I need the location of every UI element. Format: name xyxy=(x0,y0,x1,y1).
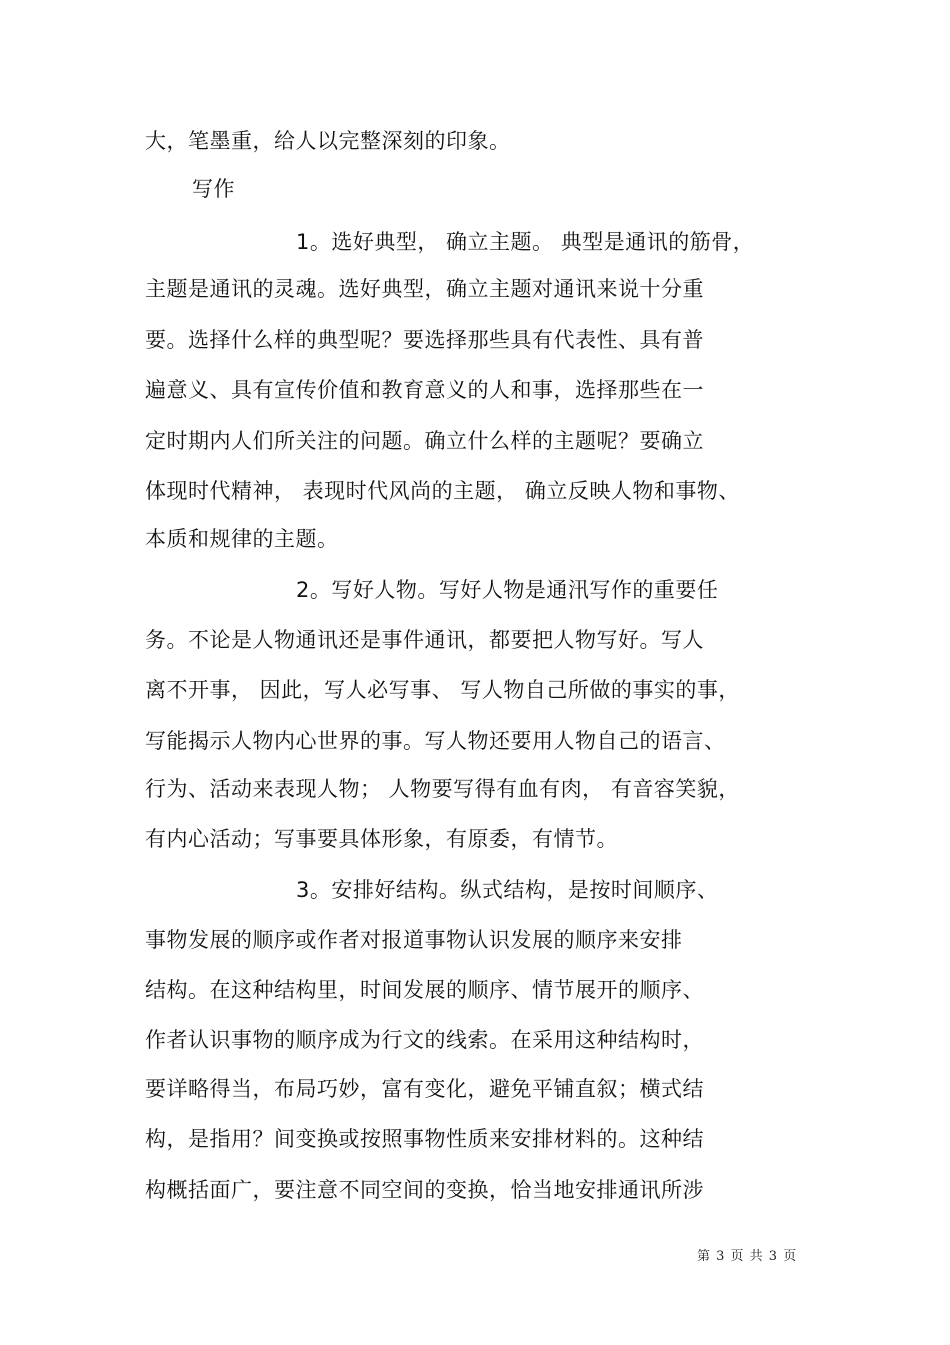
paragraph-line: 务。不论是人物通讯还是事件通讯，都要把人物写好。写人 xyxy=(145,628,704,652)
paragraph-line: 本质和规律的主题。 xyxy=(145,527,339,551)
numbered-item-3-line: 3。安排好结构。纵式结构，是按时间顺序、 xyxy=(296,878,719,902)
paragraph-line: 行为、活动来表现人物； 人物要写得有血有肉， 有音容笑貌， xyxy=(145,777,740,801)
page-number-footer: 第 3 页 共 3 页 xyxy=(697,1249,797,1264)
paragraph-line: 构概括面广，要注意不同空间的变换，恰当地安排通讯所涉 xyxy=(145,1178,704,1202)
numbered-item-1-line: 1。选好典型， 确立主题。 典型是通讯的筋骨， xyxy=(296,230,755,254)
paragraph-line: 体现时代精神， 表现时代风尚的主题， 确立反映人物和事物、 xyxy=(145,479,740,503)
paragraph-line: 要详略得当，布局巧妙，富有变化，避免平铺直叙；横式结 xyxy=(145,1077,704,1101)
paragraph-line: 离不开事， 因此，写人必写事、 写人物自己所做的事实的事， xyxy=(145,678,740,702)
paragraph-line: 遍意义、具有宣传价值和教育意义的人和事，选择那些在一 xyxy=(145,378,704,402)
paragraph-line: 要。选择什么样的典型呢？要选择那些具有代表性、具有普 xyxy=(145,328,704,352)
paragraph-line: 定时期内人们所关注的问题。确立什么样的主题呢？要确立 xyxy=(145,429,704,453)
paragraph-line: 构，是指用？间变换或按照事物性质来安排材料的。这种结 xyxy=(145,1127,704,1151)
paragraph-line: 写能揭示人物内心世界的事。写人物还要用人物自己的语言、 xyxy=(145,729,726,753)
paragraph-line: 作者认识事物的顺序成为行文的线索。在采用这种结构时， xyxy=(145,1028,704,1052)
paragraph-line: 事物发展的顺序或作者对报道事物认识发展的顺序来安排 xyxy=(145,928,683,952)
numbered-item-2-line: 2。写好人物。写好人物是通汛写作的重要任 xyxy=(296,578,719,602)
paragraph-line: 主题是通讯的灵魂。选好典型，确立主题对通讯来说十分重 xyxy=(145,277,704,301)
paragraph-line: 有内心活动；写事要具体形象，有原委，有情节。 xyxy=(145,827,618,851)
paragraph-line: 结构。在这种结构里，时间发展的顺序、情节展开的顺序、 xyxy=(145,978,704,1002)
section-heading: 写作 xyxy=(192,177,235,201)
paragraph-line: 大，笔墨重，给人以完整深刻的印象。 xyxy=(145,129,511,153)
